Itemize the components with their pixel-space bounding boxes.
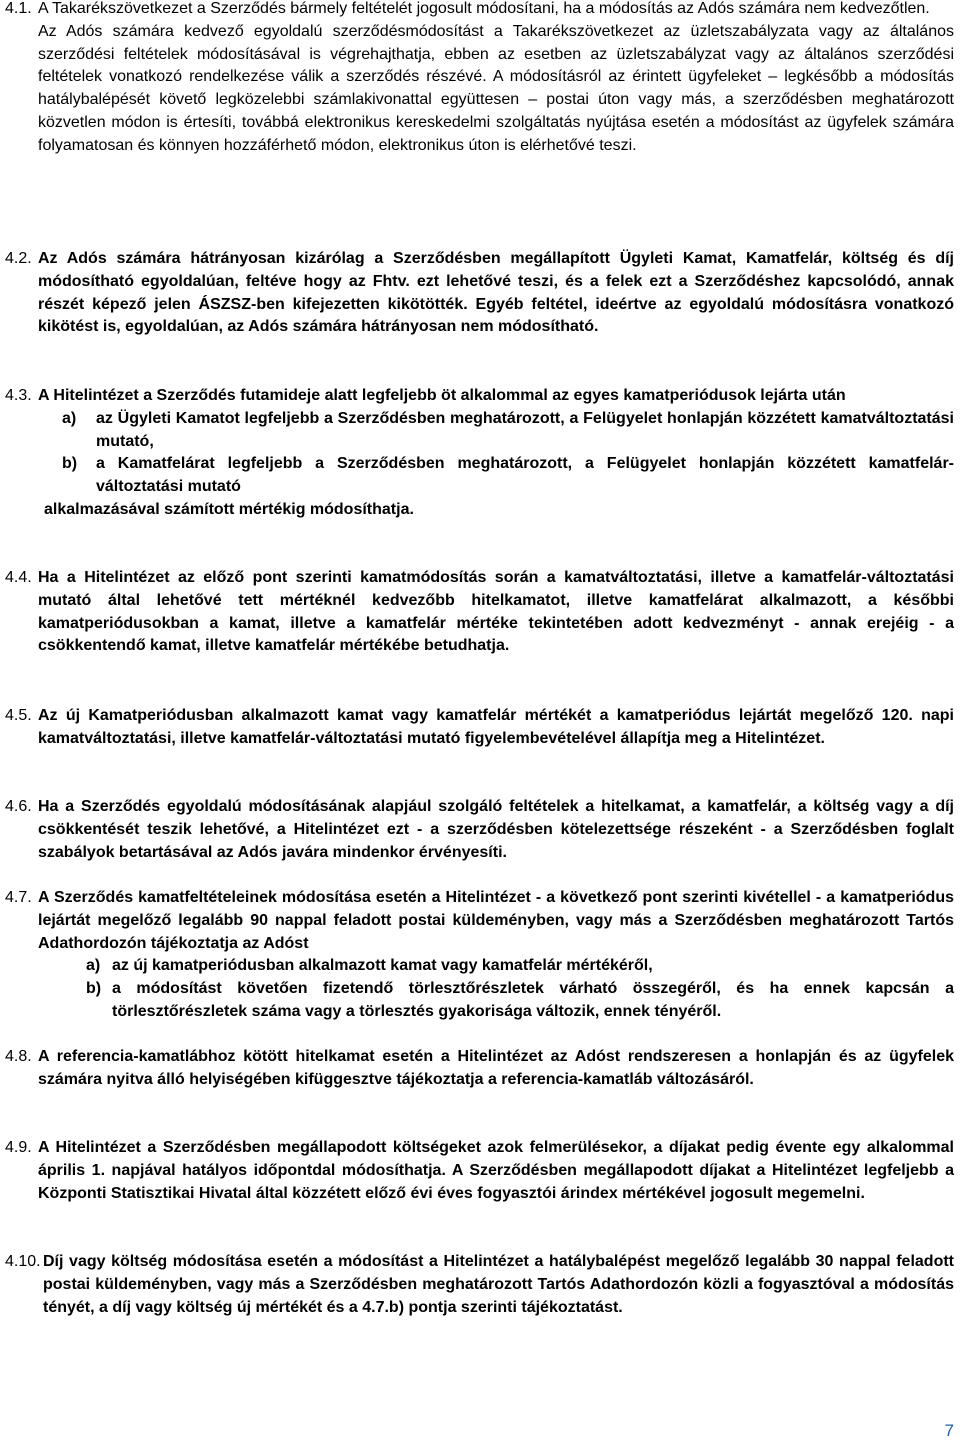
list-item-text: a Kamatfelárat legfeljebb a Szerződésben meghatározott, a Felügyelet honlapján közzétett kamatfelár-változtatási mutató (96, 455, 954, 496)
section-number: 4.3. (5, 387, 32, 404)
section-4-7 (5, 887, 954, 1024)
section-4-2 (5, 248, 954, 339)
list-item (38, 978, 954, 1024)
list-item-label: b) (62, 455, 78, 473)
list-item (38, 453, 954, 499)
section-text: A referencia-kamatlábhoz kötött hitelkamat esetén a Hitelintézet az Adóst rendszeresen a honlapján és az ügyfelek számára nyitva álló helyiségében kifüggesztve tájékoztatja a referencia-kamatláb változásáról. (38, 1048, 954, 1088)
section-4-5 (5, 705, 954, 751)
section-text: Az Adós számára hátrányosan kizárólag a Szerződésben megállapított Ügyleti Kamat, Kamatfelár, költség és díj módosítható egyoldalúan, feltéve hogy az Fhtv. ezt lehetővé teszi, és a felek ezt a Szerződéshez kapcsolódó, annak részét képező jelen ÁSZSZ-ben kifejezetten kikötötték. Egyéb feltétel, ideértve az egyoldalú módosításra vonatkozó kikötést is, egyoldalúan, az Adós számára hátrányosan nem módosítható. (38, 250, 954, 336)
section-closing: alkalmazásával számított mértékig módosíthatja. (44, 500, 414, 518)
page-number: 7 (944, 1421, 954, 1441)
section-number: 4.9. (5, 1139, 32, 1156)
list-item-text: a módosítást követően fizetendő törlesztőrészletek várható összegéről, és ha ennek kapcsán a törlesztőrészletek száma vagy a törlesztés gyakorisága változik, ennek tényéről. (112, 980, 954, 1020)
list-item-text: az Ügyleti Kamatot legfeljebb a Szerződésben meghatározott, a Felügyelet honlapján közzétett kamatváltoztatási mutató, (96, 409, 954, 450)
section-number: 4.2. (5, 250, 32, 267)
section-4-1 (5, 0, 954, 158)
section-number: 4.7. (5, 889, 32, 906)
section-number: 4.5. (5, 707, 32, 724)
section-text: Ha a Szerződés egyoldalú módosításának alapjául szolgáló feltételek a hitelkamat, a kamatfelár, a költség vagy a díj csökkentését teszik lehetővé, a Hitelintézet ezt - a szerződésben kötelezettsége részeként - a Szerződésben foglalt szabályok betartásával az Adós javára mindenkor érvényesíti. (38, 798, 954, 861)
list-item-text: az új kamatperiódusban alkalmazott kamat vagy kamatfelár mértékéről, (112, 957, 653, 975)
section-4-4 (5, 567, 954, 658)
section-number: 4.4. (5, 569, 32, 586)
list-item (38, 408, 954, 454)
list-item (38, 955, 954, 978)
section-number: 4.1. (5, 0, 32, 17)
list-item-label: a) (62, 409, 77, 427)
section-4-10 (5, 1251, 954, 1319)
section-paragraph: A Takarékszövetkezet a Szerződés bármely feltételét jogosult módosítani, ha a módosítás az Adós számára nem kedvezőtlen. (38, 0, 930, 17)
section-4-8 (5, 1046, 954, 1092)
section-text: Ha a Hitelintézet az előző pont szerinti kamatmódosítás során a kamatváltoztatási, illetve a kamatfelár-változtatási mutató által lehetővé tett mértéknél kedvezőbb hitelkamatot, illetve kamatfelárat alkalmazott, a későbbi kamatperiódusokban a kamat, illetve a kamatfelár mértéke tekintetében adott kedvezményt - annak erejéig - a csökkentendő kamat, illetve kamatfelár mértékébe betudhatja. (38, 569, 954, 655)
section-text: A Hitelintézet a Szerződésben megállapodott költségeket azok felmerülésekor, a díjakat pedig évente egy alkalommal április 1. napjával hatályos időpontdal módosíthatja. A Szerződésben megállapodott díjakat a Hitelintézet legfeljebb a Központi Statisztikai Hivatal által közzétett előző évi éves fogyasztói árindex mértékével jogosult megemelni. (38, 1139, 954, 1202)
section-intro: A Hitelintézet a Szerződés futamideje alatt legfeljebb öt alkalommal az egyes kamatperiódusok lejárta után (38, 387, 846, 404)
section-4-9 (5, 1137, 954, 1205)
section-text: Díj vagy költség módosítása esetén a módosítást a Hitelintézet a hatálybalépést megelőző legalább 30 nappal feladott postai küldeményben, vagy más a Szerződésben meghatározott Tartós Adathordozón közli a fogyasztóval a módosítás tényét, a díj vagy költség új mértékét és a 4.7.b) pontja szerinti tájékoztatást. (43, 1253, 954, 1316)
section-4-3 (5, 385, 954, 522)
section-text: Az új Kamatperiódusban alkalmazott kamat vagy kamatfelár mértékét a kamatperiódus lejártát megelőző 120. napi kamatváltoztatási, illetve kamatfelár-változtatási mutató figyelembevételével állapítja meg a Hitelintézet. (38, 707, 954, 747)
list-item-label: b) (86, 980, 102, 998)
section-paragraph: Az Adós számára kedvező egyoldalú szerződésmódosítást a Takarékszövetkezet az üzletszabályzata vagy az általános szerződési feltételek módosításával is végrehajthatja, ebben az esetben az üzletszabályzat vagy az általános szerződési feltételek vonatkozó rendelkezése válik a szerződés részévé. A módosításról az érintett ügyfeleket – legkésőbb a módosítás hatálybalépését követő legközelebbi számlakivonattal együttesen – postai úton vagy más, a szerződésben meghatározott közvetlen módon is értesíti, továbbá elektronikus kereskedelmi szolgáltatás nyújtása esetén a módosítást az ügyfelek számára folyamatosan és könnyen hozzáférhető módon, elektronikus úton is elérhetővé teszi. (38, 22, 954, 154)
section-intro: A Szerződés kamatfeltételeinek módosítása esetén a Hitelintézet - a következő pont szerinti kivétellel - a kamatperiódus lejártát megelőző legalább 90 nappal feladott postai küldeményben, vagy más a Szerződésben meghatározott Tartós Adathordozón tájékoztatja az Adóst (38, 889, 954, 952)
section-4-6 (5, 796, 954, 864)
section-number: 4.10. (5, 1253, 41, 1270)
list-item-label: a) (86, 957, 101, 975)
section-number: 4.8. (5, 1048, 32, 1065)
section-number: 4.6. (5, 798, 32, 815)
